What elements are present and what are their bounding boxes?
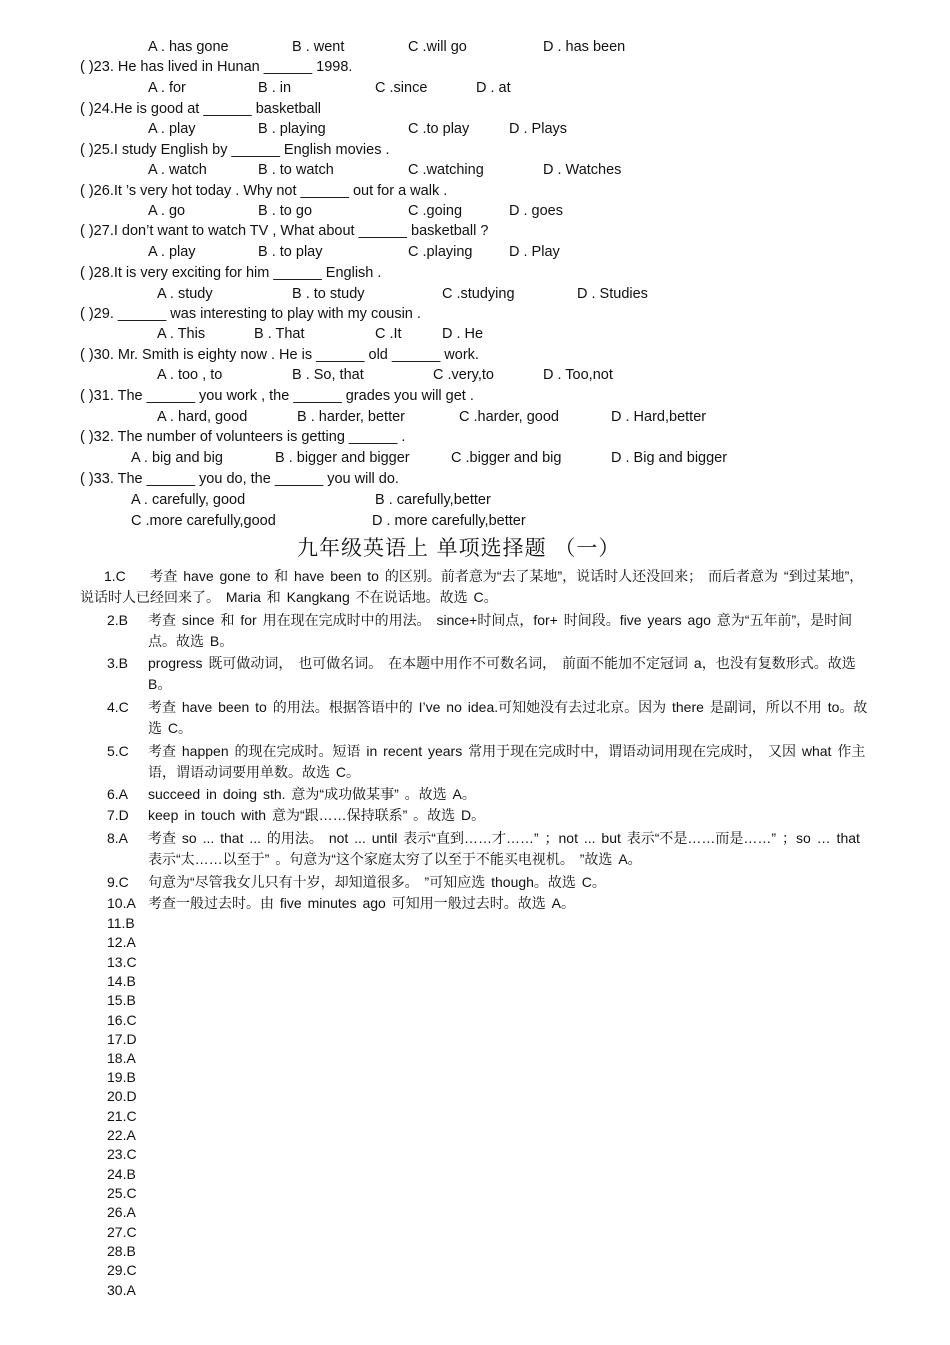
short-answer: 13.C [107, 954, 137, 970]
option-c: C .will go [408, 39, 467, 55]
option-d: D . Hard,better [611, 409, 707, 425]
option-b: B . to watch [258, 162, 334, 178]
short-answer: 22.A [107, 1127, 136, 1143]
option-d: D . more carefully,better [372, 513, 526, 529]
short-answer: 14.B [107, 973, 136, 989]
option-d: D . Play [509, 244, 560, 260]
question-stem: ( )29. ______ was interesting to play with my cousin . [80, 306, 421, 322]
answer-item [80, 828, 875, 870]
answer-number: 5.C [107, 743, 129, 759]
answer-number: 8.A [107, 830, 129, 846]
answer-number: 4.C [107, 699, 129, 715]
short-answer: 26.A [107, 1204, 136, 1220]
question-stem: ( )23. He has lived in Hunan ______ 1998. [80, 59, 353, 75]
option-a: A . carefully, good [131, 492, 246, 508]
option-b: B . to play [258, 244, 323, 260]
option-a: A . go [148, 203, 186, 219]
answer-item [80, 653, 875, 695]
answer-item [80, 784, 875, 805]
option-a: A . watch [148, 162, 207, 178]
option-c: C .studying [442, 286, 515, 302]
short-answer: 21.C [107, 1108, 137, 1124]
option-c: C .going [408, 203, 463, 219]
option-d: D . Plays [509, 121, 568, 137]
option-c: C .to play [408, 121, 470, 137]
question-stem: ( )26.It ’s very hot today . Why not ______ out for a walk . [80, 183, 448, 199]
answer-explanation: 考查 happen 的现在完成时。短语 in recent years 常用于现在完成时中，谓语动词用现在完成时， 又因 what 作主语，谓语动词要用单数。故选 C。 [148, 743, 866, 780]
option-b: B . to study [292, 286, 365, 302]
answer-item [80, 741, 875, 783]
option-a: A . This [157, 326, 206, 342]
option-a: A . play [148, 121, 196, 137]
option-c: C .harder, good [459, 409, 559, 425]
answer-explanation: keep in touch with 意为“跟……保持联系” 。故选 D。 [148, 807, 486, 823]
option-d: D . He [442, 326, 484, 342]
option-a: A . hard, good [157, 409, 248, 425]
short-answer: 18.A [107, 1050, 136, 1066]
answer-explanation: progress 既可做动词， 也可做名词。 在本题中用作不可数名词， 前面不能加不定冠词 a，也没有复数形式。故选 B。 [148, 655, 856, 692]
short-answer: 30.A [107, 1282, 136, 1298]
option-c: C .bigger and big [451, 450, 562, 466]
option-d: D . Studies [577, 286, 648, 302]
answer-section-title: 九年级英语上 单项选择题 （一） [297, 536, 621, 560]
option-d: D . goes [509, 203, 563, 219]
option-a: A . big and big [131, 450, 223, 466]
answer-item [80, 893, 875, 914]
answer-number: 7.D [107, 807, 129, 823]
option-b: B . playing [258, 121, 326, 137]
answer-item [80, 566, 875, 608]
question-stem: ( )24.He is good at ______ basketball [80, 101, 322, 117]
answer-number: 2.B [107, 612, 129, 628]
option-a: A . study [157, 286, 213, 302]
answer-explanation: 考查一般过去时。由 five minutes ago 可知用一般过去时。故选 A。 [148, 895, 575, 911]
option-c: C .It [375, 326, 402, 342]
option-b: B . harder, better [297, 409, 406, 425]
question-stem: ( )25.I study English by ______ English movies . [80, 142, 390, 158]
option-c: C .more carefully,good [131, 513, 276, 529]
option-b: B . That [254, 326, 305, 342]
option-c: C .very,to [433, 367, 494, 383]
short-answer: 23.C [107, 1146, 137, 1162]
option-b: B . in [258, 80, 292, 96]
answer-number: 1.C [104, 568, 126, 584]
short-answer: 28.B [107, 1243, 136, 1259]
answer-item [80, 872, 875, 893]
answer-number: 10.A [107, 895, 136, 911]
short-answer: 11.B [107, 915, 135, 931]
short-answer: 20.D [107, 1088, 137, 1104]
option-b: B . went [292, 39, 345, 55]
option-b: B . to go [258, 203, 313, 219]
short-answer: 16.C [107, 1012, 137, 1028]
answer-item [80, 697, 875, 739]
option-c: C .watching [408, 162, 484, 178]
question-stem: ( )30. Mr. Smith is eighty now . He is ______ old ______ work. [80, 347, 479, 363]
option-a: A . too , to [157, 367, 223, 383]
question-stem: ( )32. The number of volunteers is getting ______ . [80, 429, 406, 445]
answer-explanation: 考查 have gone to 和 have been to 的区别。前者意为“去了某地”，说话时人还没回来； 而后者意为 “到过某地”，说话时人已经回来了。 Maria 和 Kangkang 不在说话地。故选 C。 [80, 568, 864, 605]
question-stem: ( )31. The ______ you work , the ______ grades you will get . [80, 388, 474, 404]
option-a: A . has gone [148, 39, 229, 55]
answer-explanation: 考查 so ... that ... 的用法。 not ... until 表示“直到……才……” ；not ... but 表示“不是……而是……” ；so … that 表示“太……以至于” 。句意为“这个家庭太穷了以至于不能买电视机。 ”故选 A。 [148, 830, 860, 867]
option-c: C .since [375, 80, 428, 96]
question-stem: ( )27.I don’t want to watch TV , What about ______ basketball ? [80, 223, 489, 239]
question-stem: ( )33. The ______ you do, the ______ you will do. [80, 471, 399, 487]
short-answer: 12.A [107, 934, 136, 950]
short-answer: 15.B [107, 992, 136, 1008]
option-a: A . for [148, 80, 186, 96]
answer-number: 6.A [107, 786, 129, 802]
answer-number: 9.C [107, 874, 129, 890]
answer-text-1 [80, 566, 875, 608]
question-stem: ( )28.It is very exciting for him ______ English . [80, 265, 382, 281]
option-d: D . Big and bigger [611, 450, 728, 466]
option-b: B . So, that [292, 367, 364, 383]
option-d: D . has been [543, 39, 626, 55]
short-answer: 27.C [107, 1224, 137, 1240]
short-answer: 19.B [107, 1069, 136, 1085]
answer-explanation: 句意为“尽管我女儿只有十岁，却知道很多。 ”可知应选 though。故选 C。 [148, 874, 606, 890]
option-c: C .playing [408, 244, 473, 260]
short-answer: 17.D [107, 1031, 137, 1047]
option-b: B . bigger and bigger [275, 450, 410, 466]
option-d: D . Too,not [543, 367, 613, 383]
answer-item [80, 805, 875, 826]
option-d: D . at [476, 80, 511, 96]
short-answer: 24.B [107, 1166, 136, 1182]
short-answer: 29.C [107, 1262, 137, 1278]
option-b: B . carefully,better [375, 492, 491, 508]
option-d: D . Watches [543, 162, 622, 178]
answer-number: 3.B [107, 655, 129, 671]
option-a: A . play [148, 244, 196, 260]
answer-item [80, 610, 875, 652]
answer-explanation: 考查 since 和 for 用在现在完成时中的用法。 since+时间点，for+ 时间段。five years ago 意为“五年前”，是时间点。故选 B。 [148, 612, 853, 649]
answer-explanation: 考查 have been to 的用法。根据答语中的 I’ve no idea.可知她没有去过北京。因为 there 是副词，所以不用 to。故选 C。 [148, 699, 868, 736]
answer-explanation: succeed in doing sth. 意为“成功做某事” 。故选 A。 [148, 786, 476, 802]
short-answer: 25.C [107, 1185, 137, 1201]
